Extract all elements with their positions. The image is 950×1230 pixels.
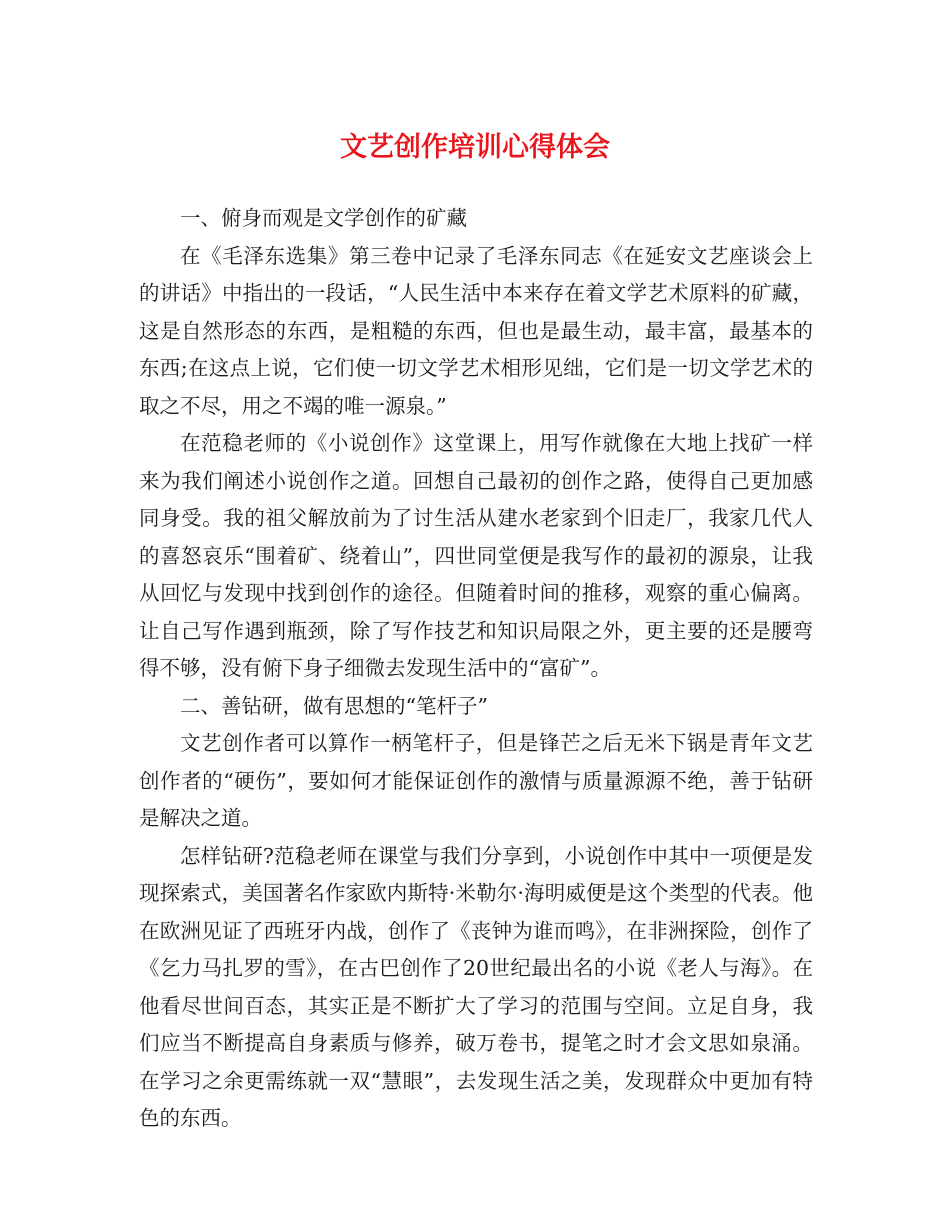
paragraph-4: 怎样钻研?范稳老师在课堂与我们分享到，小说创作中其中一项便是发现探索式，美国著名作家欧内斯特·米勒尔·海明威便是这个类型的代表。他在欧洲见证了西班牙内战，创作了《丧钟为谁而鸣》，在非洲探险，创作了《乞力马扎罗的雪》，在古巴创作了20世纪最出名的小说《老人与海》。在他看尽世间百态，其实正是不断扩大了学习的范围与空间。立足自身，我们应当不断提高自身素质与修养，破万卷书，提笔之时才会文思如泉涌。在学习之余更需练就一双“慧眼”，去发现生活之美，发现群众中更加有特色的东西。 <box>139 843 813 1130</box>
paragraph-1: 在《毛泽东选集》第三卷中记录了毛泽东同志《在延安文艺座谈会上的讲话》中指出的一段话，“人民生活中本来存在着文学艺术原料的矿藏，这是自然形态的东西，是粗糙的东西，但也是最生动，最丰富，最基本的东西;在这点上说，它们使一切文学艺术相形见绌，它们是一切文学艺术的取之不尽，用之不竭的唯一源泉。” <box>139 243 813 418</box>
paragraph-3: 文艺创作者可以算作一柄笔杆子，但是锋芒之后无米下锅是青年文艺创作者的“硬伤”，要如何才能保证创作的激情与质量源源不绝，善于钻研是解决之道。 <box>139 731 813 830</box>
section-heading-2: 二、善钻研，做有思想的“笔杆子” <box>180 693 488 718</box>
document-title: 文艺创作培训心得体会 <box>340 132 610 163</box>
section-heading-1: 一、俯身而观是文学创作的矿藏 <box>180 206 467 230</box>
document-body <box>139 200 813 1138</box>
paragraph-2: 在范稳老师的《小说创作》这堂课上，用写作就像在大地上找矿一样来为我们阐述小说创作之道。回想自己最初的创作之路，使得自己更加感同身受。我的祖父解放前为了讨生活从建水老家到个旧走厂，我家几代人的喜怒哀乐“围着矿、绕着山”，四世同堂便是我写作的最初的源泉，让我从回忆与发现中找到创作的途径。但随着时间的推移，观察的重心偏离。让自己写作遇到瓶颈，除了写作技艺和知识局限之外，更主要的还是腰弯得不够，没有俯下身子细微去发现生活中的“富矿”。 <box>139 431 813 680</box>
